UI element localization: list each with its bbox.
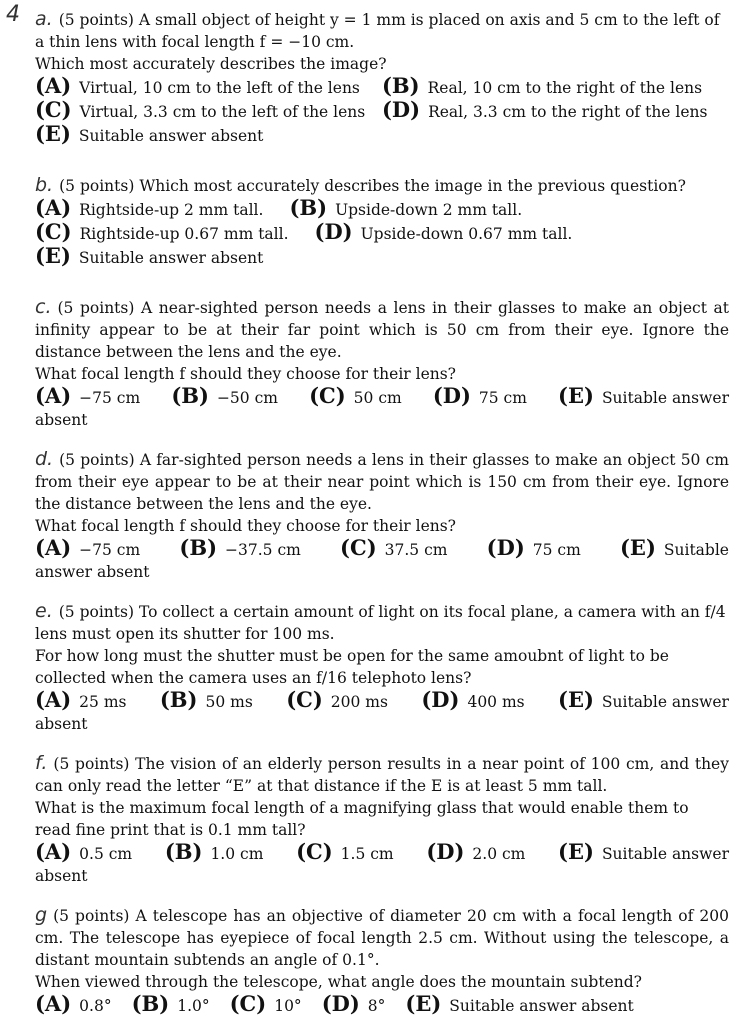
question-c-mark: c. xyxy=(35,296,52,318)
option-e[interactable]: (E) Suitable answer absent xyxy=(35,243,264,268)
question-g xyxy=(35,904,729,1017)
question-f-points: (5 points) xyxy=(53,755,130,773)
question-f xyxy=(35,752,729,887)
question-c-option-e-continuation: absent xyxy=(35,411,88,429)
question-e-option-e-continuation: absent xyxy=(35,715,88,733)
option-c[interactable]: (C) 200 ms xyxy=(286,687,388,712)
question-e-points: (5 points) xyxy=(58,603,134,621)
question-b-mark: b. xyxy=(35,174,54,196)
question-d-mark: d. xyxy=(35,448,54,470)
question-g-options xyxy=(35,993,729,1017)
option-d[interactable]: (D) Upside-down 0.67 mm tall. xyxy=(314,219,573,244)
question-b-options-row2 xyxy=(35,221,729,245)
option-a[interactable]: (A) Rightside-up 2 mm tall. xyxy=(35,195,264,220)
question-d-option-e-continuation: answer absent xyxy=(35,563,150,581)
question-b-options-row1 xyxy=(35,197,729,221)
option-b[interactable]: (B) Real, 10 cm to the right of the lens xyxy=(382,73,703,98)
question-d-ask: What focal length f should they choose for their lens? xyxy=(35,517,456,535)
question-f-prompt xyxy=(35,752,729,797)
question-e xyxy=(35,600,729,735)
question-b xyxy=(35,174,729,269)
question-a-text: A small object of height y = 1 mm is placed on axis and 5 cm to the left of a thin lens with focal length f = −10 cm. xyxy=(35,11,720,51)
option-b[interactable]: (B) 1.0 cm xyxy=(164,839,264,864)
question-g-points: (5 points) xyxy=(53,907,130,925)
option-b[interactable]: (B) Upside-down 2 mm tall. xyxy=(289,195,523,220)
option-a[interactable]: (A) 0.5 cm xyxy=(35,839,133,864)
question-b-prompt xyxy=(35,174,729,197)
option-b[interactable]: (B) 50 ms xyxy=(159,687,253,712)
question-a-prompt xyxy=(35,8,729,53)
question-f-options xyxy=(35,841,729,865)
option-d[interactable]: (D) 75 cm xyxy=(486,535,581,560)
option-c[interactable]: (C) 1.5 cm xyxy=(296,839,394,864)
option-c[interactable]: (C) 37.5 cm xyxy=(340,535,448,560)
question-c xyxy=(35,296,729,431)
option-b[interactable]: (B) 1.0° xyxy=(131,991,210,1016)
question-e-mark: e. xyxy=(35,600,53,622)
option-a[interactable]: (A) 0.8° xyxy=(35,991,112,1016)
option-a[interactable]: (A) 25 ms xyxy=(35,687,127,712)
question-a-options-row1 xyxy=(35,75,729,99)
option-d[interactable]: (D) 400 ms xyxy=(421,687,525,712)
question-a-points: (5 points) xyxy=(58,11,134,29)
question-g-text: A telescope has an objective of diameter 20 cm with a focal length of 200 cm. The telescope has eyepiece of focal length 2.5 cm. Without using the telescope, a distant mountain subtends an angle of 0.1°. xyxy=(35,907,729,969)
option-e[interactable]: (E) Suitable answer xyxy=(558,687,729,712)
question-d-text: A far-sighted person needs a lens in their glasses to make an object 50 cm from their eye appear to be at their near point which is 150 cm from their eye. Ignore the distance between the lens and the eye. xyxy=(35,451,729,513)
question-a-mark: a. xyxy=(35,8,53,30)
question-b-points: (5 points) xyxy=(59,177,135,195)
question-e-prompt xyxy=(35,600,729,645)
option-d[interactable]: (D) 8° xyxy=(321,991,386,1016)
option-e[interactable]: (E) Suitable answer absent xyxy=(405,991,634,1016)
question-g-prompt xyxy=(35,904,729,971)
question-c-prompt xyxy=(35,296,729,363)
question-f-mark: f. xyxy=(35,752,48,774)
option-c[interactable]: (C) 10° xyxy=(229,991,302,1016)
question-e-options xyxy=(35,689,729,713)
question-e-ask: For how long must the shutter must be open for the same amoubnt of light to be collected when the camera uses an f/16 telephoto lens? xyxy=(35,647,669,687)
question-f-ask: What is the maximum focal length of a magnifying glass that would enable them to read fine print that is 0.1 mm tall? xyxy=(35,799,689,839)
option-e[interactable]: (E) Suitable answer xyxy=(558,383,729,408)
option-e[interactable]: (E) Suitable answer absent xyxy=(35,121,264,146)
option-a[interactable]: (A) −75 cm xyxy=(35,383,141,408)
option-a[interactable]: (A) Virtual, 10 cm to the left of the lens xyxy=(35,73,360,98)
problem-number-handwritten: 4 xyxy=(6,2,20,27)
option-e[interactable]: (E) Suitable answer xyxy=(558,839,729,864)
option-d[interactable]: (D) Real, 3.3 cm to the right of the lens xyxy=(382,97,708,122)
question-b-text: Which most accurately describes the image in the previous question? xyxy=(139,177,686,195)
question-e-text: To collect a certain amount of light on its focal plane, a camera with an f/4 lens must open its shutter for 100 ms. xyxy=(35,603,726,643)
question-c-points: (5 points) xyxy=(57,299,135,317)
option-c[interactable]: (C) Rightside-up 0.67 mm tall. xyxy=(35,219,289,244)
question-d-options xyxy=(35,537,729,561)
question-g-ask: When viewed through the telescope, what angle does the mountain subtend? xyxy=(35,973,642,991)
question-a-options-row2 xyxy=(35,99,729,123)
question-c-text: A near-sighted person needs a lens in their glasses to make an object at infinity appear to be at their far point which is 50 cm from their eye. Ignore the distance between the lens and the eye. xyxy=(35,299,729,361)
option-d[interactable]: (D) 2.0 cm xyxy=(426,839,526,864)
option-c[interactable]: (C) 50 cm xyxy=(309,383,402,408)
question-f-option-e-continuation: absent xyxy=(35,867,88,885)
option-d[interactable]: (D) 75 cm xyxy=(432,383,527,408)
question-a-ask: Which most accurately describes the image? xyxy=(35,55,387,73)
option-b[interactable]: (B) −37.5 cm xyxy=(179,535,301,560)
question-d xyxy=(35,448,729,583)
question-f-text: The vision of an elderly person results in a near point of 100 cm, and they can only read the letter “E” at that distance if the E is at least 5 mm tall. xyxy=(35,755,729,795)
question-c-options xyxy=(35,385,729,409)
question-g-mark: g xyxy=(35,904,48,926)
question-b-options-row3 xyxy=(35,245,729,269)
question-d-prompt xyxy=(35,448,729,515)
question-d-points: (5 points) xyxy=(59,451,135,469)
option-c[interactable]: (C) Virtual, 3.3 cm to the left of the lens xyxy=(35,97,366,122)
option-b[interactable]: (B) −50 cm xyxy=(171,383,278,408)
question-a xyxy=(6,2,729,147)
question-a-options-row3 xyxy=(35,123,729,147)
option-e[interactable]: (E) Suitable xyxy=(620,535,729,560)
option-a[interactable]: (A) −75 cm xyxy=(35,535,141,560)
question-c-ask: What focal length f should they choose for their lens? xyxy=(35,365,456,383)
